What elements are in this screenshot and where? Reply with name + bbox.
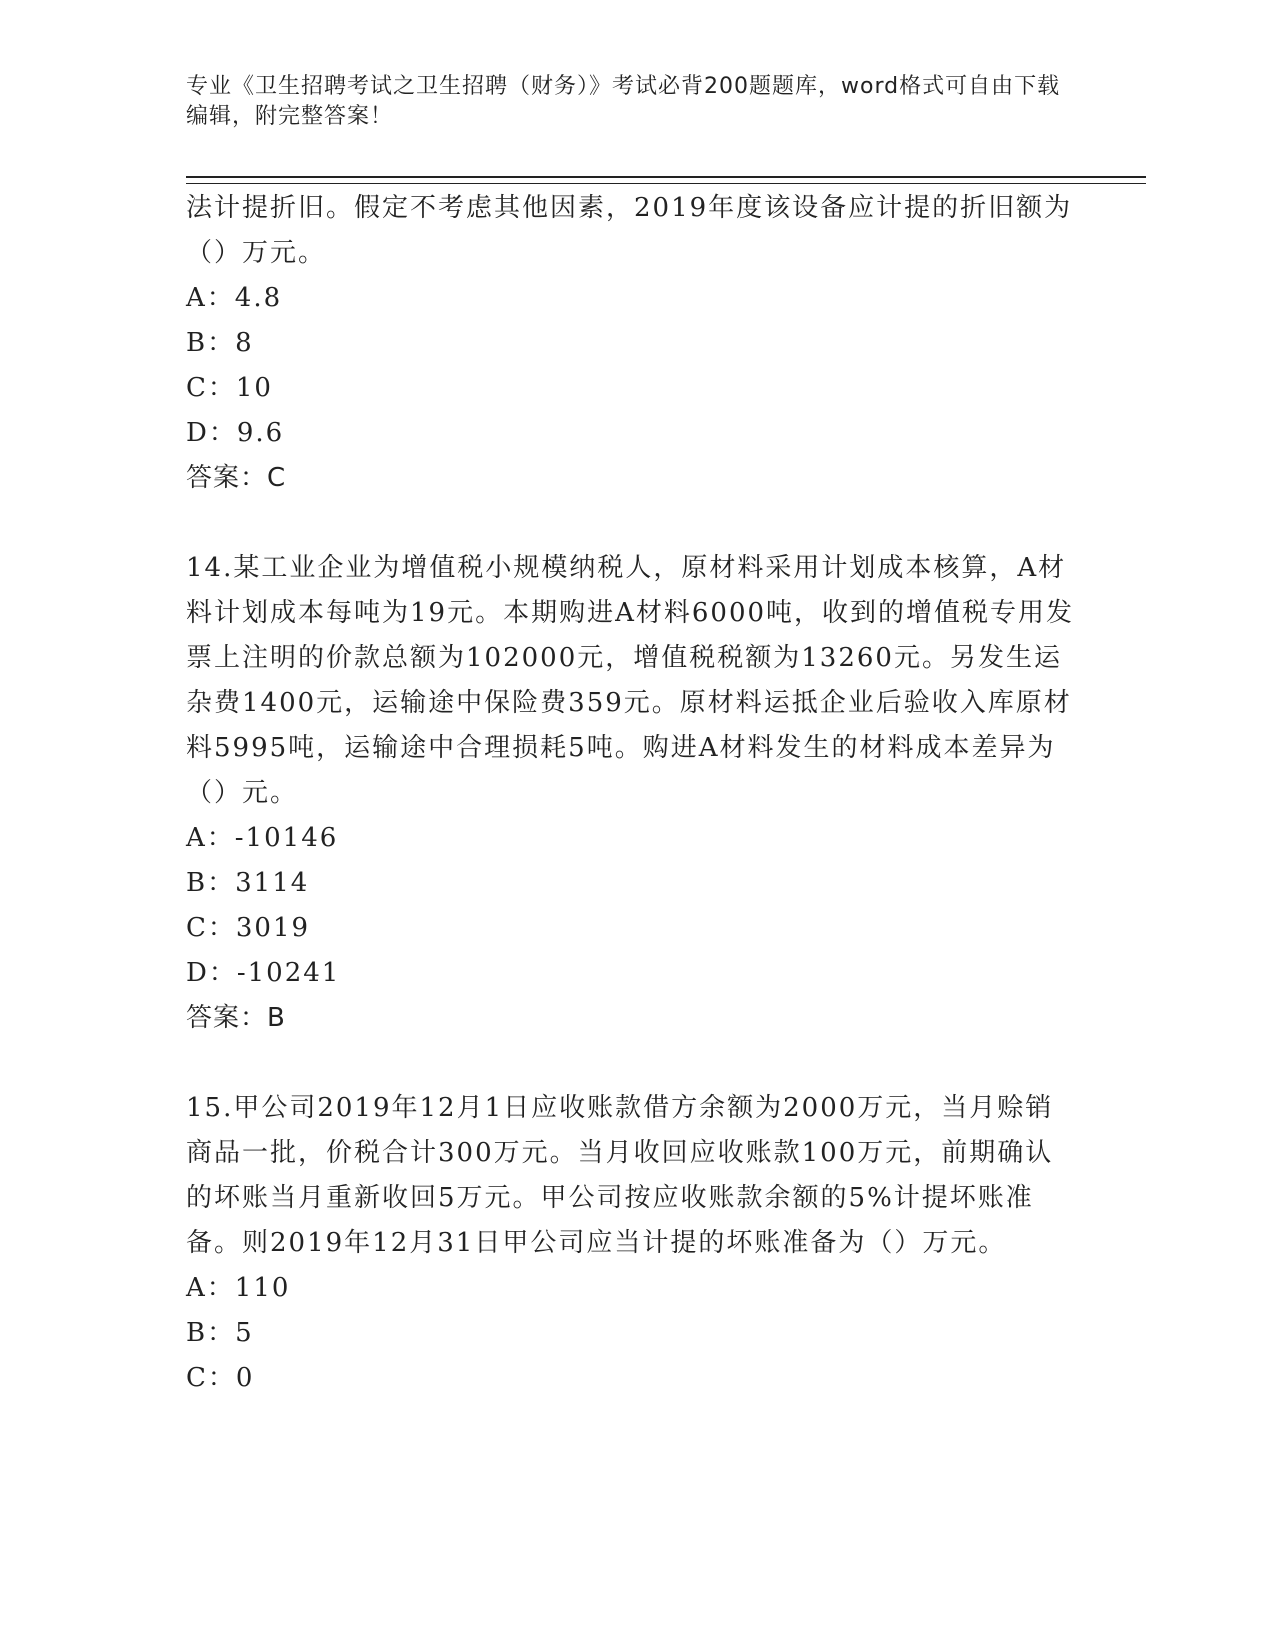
option-a: A：110 — [186, 1273, 291, 1303]
option-a: A：-10146 — [186, 823, 339, 853]
answer-line: 答案：C — [186, 463, 287, 493]
question-13 — [186, 186, 1076, 501]
document-body — [186, 186, 1076, 1401]
question-15 — [186, 1086, 1076, 1401]
question-stem: 14.某工业企业为增值税小规模纳税人，原材料采用计划成本核算，A材料计划成本每吨为19元。本期购进A材料6000吨，收到的增值税专用发票上注明的价款总额为102000元，增值税税额为13260元。另发生运杂费1400元，运输途中保险费359元。原材料运抵企业后验收入库原材料5995吨，运输途中合理损耗5吨。购进A材料发生的材料成本差异为（）元。 — [186, 553, 1075, 808]
spacer — [186, 501, 1076, 546]
option-c: C：0 — [186, 1363, 255, 1393]
option-c: C：3019 — [186, 913, 311, 943]
option-c: C：10 — [186, 373, 273, 403]
question-stem: 15.甲公司2019年12月1日应收账款借方余额为2000万元，当月赊销商品一批，价税合计300万元。当月收回应收账款100万元，前期确认的坏账当月重新收回5万元。甲公司按应收账款余额的5%计提坏账准备。则2019年12月31日甲公司应当计提的坏账准备为（）万元。 — [186, 1093, 1054, 1258]
question-stem: 法计提折旧。假定不考虑其他因素，2019年度该设备应计提的折旧额为（）万元。 — [186, 193, 1073, 268]
option-d: D：9.6 — [186, 418, 285, 448]
spacer — [186, 1041, 1076, 1086]
question-14 — [186, 546, 1076, 1041]
option-d: D：-10241 — [186, 958, 341, 988]
option-b: B：5 — [186, 1318, 254, 1348]
answer-line: 答案：B — [186, 1003, 286, 1033]
page-header-title: 专业《卫生招聘考试之卫生招聘（财务）》考试必背200题题库，word格式可自由下载编辑，附完整答案！ — [186, 74, 1061, 129]
option-a: A：4.8 — [186, 283, 283, 313]
option-b: B：8 — [186, 328, 254, 358]
option-b: B：3114 — [186, 868, 310, 898]
header-divider — [186, 176, 1146, 184]
